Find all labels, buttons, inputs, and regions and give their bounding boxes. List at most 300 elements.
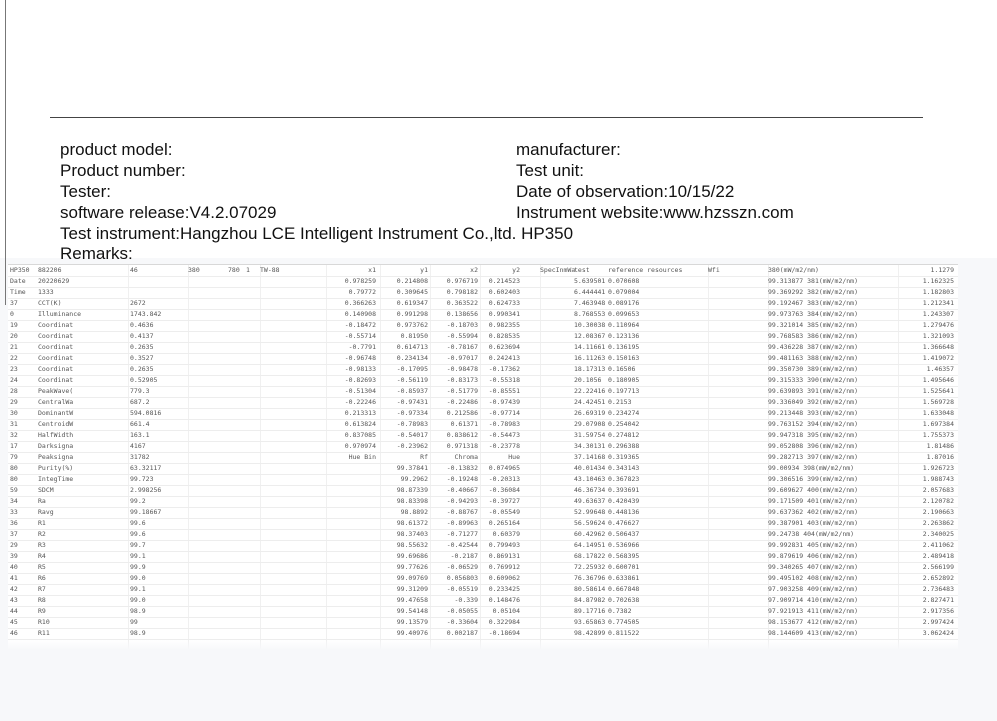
sheet-cell: 1333 bbox=[38, 288, 54, 296]
sheet-cell: R3 bbox=[38, 541, 46, 549]
sheet-cell: -0.78983 bbox=[488, 420, 520, 428]
sheet-cell: -0.55994 bbox=[446, 332, 478, 340]
sheet-cell: 0.213313 bbox=[344, 409, 376, 417]
sheet-cell: 0.319365 bbox=[608, 453, 640, 461]
sheet-cell: 0.799493 bbox=[488, 541, 520, 549]
sheet-cell: -0.06529 bbox=[446, 563, 478, 571]
sheet-cell: -0.2187 bbox=[450, 552, 478, 560]
sheet-cell: 99.7 bbox=[130, 541, 146, 549]
sheet-cell: -0.13832 bbox=[446, 464, 478, 472]
sheet-cell: 1.495646 bbox=[922, 376, 954, 384]
sheet-cell: 0.973762 bbox=[396, 321, 428, 329]
sheet-cell: -0.22486 bbox=[446, 398, 478, 406]
tester-label: Tester: bbox=[60, 182, 112, 201]
sheet-cell: 0.61371 bbox=[450, 420, 478, 428]
sheet-cell: 99.2 bbox=[130, 497, 146, 505]
sheet-cell: 1.46357 bbox=[926, 365, 954, 373]
sheet-cell: R4 bbox=[38, 552, 46, 560]
sheet-cell: 99.723 bbox=[130, 475, 154, 483]
sheet-cell: 99.313877 381(mW/m2/nm) bbox=[768, 277, 859, 285]
sheet-cell: 0.3527 bbox=[130, 354, 154, 362]
sheet-cell: 17 bbox=[10, 442, 18, 450]
sheet-cell: Time bbox=[10, 288, 26, 296]
instrument-website-label: Instrument website:www.hzsszn.com bbox=[516, 203, 794, 222]
sheet-cell: -0.85551 bbox=[488, 387, 520, 395]
sheet-cell: 0.002187 bbox=[446, 629, 478, 637]
remarks-container bbox=[60, 244, 260, 263]
sheet-cell: 99.436228 387(mW/m2/nm) bbox=[768, 343, 859, 351]
sheet-cell: -0.97439 bbox=[488, 398, 520, 406]
sheet-cell: 56.59624 bbox=[574, 519, 606, 527]
sheet-cell: -0.78983 bbox=[396, 420, 428, 428]
remarks-label: Remarks: bbox=[60, 244, 133, 263]
sheet-cell: 19 bbox=[10, 321, 18, 329]
software-release-label: software release:V4.2.07029 bbox=[60, 203, 277, 222]
sheet-cell: 0.506437 bbox=[608, 530, 640, 538]
sheet-cell: 8.768553 bbox=[574, 310, 606, 318]
sheet-cell: 1.569728 bbox=[922, 398, 954, 406]
sheet-cell: 99.0 bbox=[130, 574, 146, 582]
sheet-cell: Peaksigna bbox=[38, 453, 74, 461]
sheet-cell: -0.89963 bbox=[446, 519, 478, 527]
sheet-cell: -0.18703 bbox=[446, 321, 478, 329]
sheet-cell: 29 bbox=[10, 398, 18, 406]
sheet-cell: -0.51304 bbox=[344, 387, 376, 395]
sheet-cell: 0.16506 bbox=[608, 365, 636, 373]
sheet-cell: -0.42544 bbox=[446, 541, 478, 549]
sheet-cell: 1.321093 bbox=[922, 332, 954, 340]
sheet-cell: SDCM bbox=[38, 486, 54, 494]
sheet-cell: 99.0 bbox=[130, 596, 146, 604]
sheet-cell: 99.315333 390(mW/m2/nm) bbox=[768, 376, 859, 384]
sheet-cell: 24.42451 bbox=[574, 398, 606, 406]
sheet-cell: 72.25932 bbox=[574, 563, 606, 571]
sheet-cell: 98.42899 bbox=[574, 629, 606, 637]
sheet-cell: 34.30131 bbox=[574, 442, 606, 450]
sheet-cell: 1.633048 bbox=[922, 409, 954, 417]
sheet-cell: -0.98478 bbox=[446, 365, 478, 373]
sheet-cell: 99.69686 bbox=[396, 552, 428, 560]
sheet-cell: 12.08367 bbox=[574, 332, 606, 340]
sheet-cell: Illuminance bbox=[38, 310, 82, 318]
sheet-cell: -0.39727 bbox=[488, 497, 520, 505]
sheet-cell: 63.32117 bbox=[130, 464, 162, 472]
sheet-cell: 99.1 bbox=[130, 585, 146, 593]
sheet-cell: -0.7791 bbox=[348, 343, 376, 351]
sheet-cell: 31.59754 bbox=[574, 431, 606, 439]
sheet-cell: -0.82693 bbox=[344, 376, 376, 384]
test-instrument-label: Test instrument:Hangzhou LCE Intelligent Instrument Co.,ltd. HP350 bbox=[60, 224, 574, 243]
sheet-cell: -0.33604 bbox=[446, 618, 478, 626]
sheet-cell: 0.976719 bbox=[446, 277, 478, 285]
sheet-cell: 99.24738 404(mW/m2/nm) bbox=[768, 530, 855, 538]
sheet-cell: -0.54473 bbox=[488, 431, 520, 439]
sheet-cell: 37 bbox=[10, 530, 18, 538]
sheet-cell: 99.213448 393(mW/m2/nm) bbox=[768, 409, 859, 417]
sheet-cell: 93.65863 bbox=[574, 618, 606, 626]
sheet-cell: 0.769912 bbox=[488, 563, 520, 571]
sheet-cell: 7.463948 bbox=[574, 299, 606, 307]
sheet-cell: 23 bbox=[10, 365, 18, 373]
sheet-cell: 2.340025 bbox=[922, 530, 954, 538]
sheet-cell: Coordinat bbox=[38, 376, 74, 384]
sheet-cell: 52.99648 bbox=[574, 508, 606, 516]
sheet-cell: 0.476627 bbox=[608, 519, 640, 527]
sheet-cell: 80 bbox=[10, 475, 18, 483]
sheet-cell: 2.736483 bbox=[922, 585, 954, 593]
sheet-cell: 0.982355 bbox=[488, 321, 520, 329]
sheet-cell: 18.17313 bbox=[574, 365, 606, 373]
sheet-cell: 6.444441 bbox=[574, 288, 606, 296]
sheet-cell: 1.182803 bbox=[922, 288, 954, 296]
sheet-cell: 43.10463 bbox=[574, 475, 606, 483]
sheet-cell: 99.321014 385(mW/m2/nm) bbox=[768, 321, 859, 329]
sheet-cell: 5.639501 bbox=[574, 277, 606, 285]
sheet-cell: CCT(K) bbox=[38, 299, 62, 307]
sheet-cell: 1743.842 bbox=[130, 310, 162, 318]
sheet-cell: 1.755373 bbox=[922, 431, 954, 439]
sheet-cell: 0.602403 bbox=[488, 288, 520, 296]
sheet-cell: 0.322984 bbox=[488, 618, 520, 626]
sheet-cell: 2.411062 bbox=[922, 541, 954, 549]
sheet-cell: 22 bbox=[10, 354, 18, 362]
sheet-cell: 594.0816 bbox=[130, 409, 162, 417]
sheet-cell: -0.40667 bbox=[446, 486, 478, 494]
sheet-cell: Chroma bbox=[454, 453, 478, 461]
sheet-cell: 37.14168 bbox=[574, 453, 606, 461]
sheet-cell: -0.05519 bbox=[446, 585, 478, 593]
sheet-cell: 0.837085 bbox=[344, 431, 376, 439]
sheet-cell: 29 bbox=[10, 541, 18, 549]
sheet-cell: -0.23778 bbox=[488, 442, 520, 450]
sheet-cell: R11 bbox=[38, 629, 50, 637]
sheet-cell: -0.339 bbox=[454, 596, 478, 604]
sheet-cell: -0.17362 bbox=[488, 365, 520, 373]
sheet-cell: 0.2153 bbox=[608, 398, 632, 406]
sheet-cell: 0.2635 bbox=[130, 343, 154, 351]
sheet-cell: 21 bbox=[10, 343, 18, 351]
sheet-cell: CentralWa bbox=[38, 398, 74, 406]
sheet-fade bbox=[8, 640, 958, 650]
sheet-cell: 14.11661 bbox=[574, 343, 606, 351]
sheet-cell: x2 bbox=[470, 266, 478, 274]
sheet-cell: 76.36796 bbox=[574, 574, 606, 582]
sheet-cell: 98.61372 bbox=[396, 519, 428, 527]
sheet-cell: 0.274812 bbox=[608, 431, 640, 439]
sheet-cell: 0.609062 bbox=[488, 574, 520, 582]
sheet-cell: 99.947318 395(mW/m2/nm) bbox=[768, 431, 859, 439]
sheet-cell: 99.54148 bbox=[396, 607, 428, 615]
sheet-cell: 779.3 bbox=[130, 387, 150, 395]
sheet-cell: 20.1056 bbox=[574, 376, 602, 384]
sheet-cell: HalfWidth bbox=[38, 431, 74, 439]
sheet-cell: 99.637362 402(mW/m2/nm) bbox=[768, 508, 859, 516]
sheet-cell: 99.77626 bbox=[396, 563, 428, 571]
sheet-cell: -0.20313 bbox=[488, 475, 520, 483]
sheet-cell: 79 bbox=[10, 453, 18, 461]
sheet-cell: 2.057683 bbox=[922, 486, 954, 494]
sheet-cell: 34 bbox=[10, 497, 18, 505]
sheet-cell: 2.489418 bbox=[922, 552, 954, 560]
sheet-cell: 2.917356 bbox=[922, 607, 954, 615]
sheet-cell: 0.212586 bbox=[446, 409, 478, 417]
sheet-cell: 99.336049 392(mW/m2/nm) bbox=[768, 398, 859, 406]
sheet-cell: 99.350730 389(mW/m2/nm) bbox=[768, 365, 859, 373]
sheet-cell: 68.17822 bbox=[574, 552, 606, 560]
sheet-cell: 0.774505 bbox=[608, 618, 640, 626]
sheet-cell: 0.233425 bbox=[488, 585, 520, 593]
sheet-cell: 1 bbox=[246, 266, 250, 274]
sheet-cell: 0.667848 bbox=[608, 585, 640, 593]
sheet-cell: 0.869131 bbox=[488, 552, 520, 560]
sheet-cell: 40 bbox=[10, 563, 18, 571]
sheet-cell: 99.09769 bbox=[396, 574, 428, 582]
sheet-cell: 0.136195 bbox=[608, 343, 640, 351]
sheet-cell: 29.07908 bbox=[574, 420, 606, 428]
sheet-cell: 0.074965 bbox=[488, 464, 520, 472]
sheet-cell: 44 bbox=[10, 607, 18, 615]
sheet-cell: 0.568395 bbox=[608, 552, 640, 560]
sheet-cell: Coordinat bbox=[38, 365, 74, 373]
sheet-cell: 0.702638 bbox=[608, 596, 640, 604]
sheet-cell: 64.14951 bbox=[574, 541, 606, 549]
sheet-cell: 99.00934 398(mW/m2/nm) bbox=[768, 464, 855, 472]
sheet-cell: 2.566199 bbox=[922, 563, 954, 571]
product-model-label: product model: bbox=[60, 140, 173, 159]
sheet-cell: 31 bbox=[10, 420, 18, 428]
sheet-cell: 1.279476 bbox=[922, 321, 954, 329]
sheet-cell: -0.85937 bbox=[396, 387, 428, 395]
sheet-cell: 2.998256 bbox=[130, 486, 162, 494]
sheet-cell: 0.971318 bbox=[446, 442, 478, 450]
sheet-cell: 0.7382 bbox=[608, 607, 632, 615]
sheet-cell: 1.419072 bbox=[922, 354, 954, 362]
sheet-cell: 98.9 bbox=[130, 629, 146, 637]
sheet-cell: 0.148476 bbox=[488, 596, 520, 604]
sheet-cell: -0.54017 bbox=[396, 431, 428, 439]
sheet-cell: 97.903258 409(mW/m2/nm) bbox=[768, 585, 859, 593]
sheet-cell: -0.55318 bbox=[488, 376, 520, 384]
sheet-cell: 0.633861 bbox=[608, 574, 640, 582]
sheet-cell: 1.243307 bbox=[922, 310, 954, 318]
sheet-cell: 36 bbox=[10, 519, 18, 527]
sheet-cell: 0.296388 bbox=[608, 442, 640, 450]
sheet-cell: R6 bbox=[38, 574, 46, 582]
sheet-cell: 99.6 bbox=[130, 530, 146, 538]
sheet-cell: 2672 bbox=[130, 299, 146, 307]
sheet-cell: 0.343143 bbox=[608, 464, 640, 472]
sheet-cell: 0.265164 bbox=[488, 519, 520, 527]
sheet-cell: 24 bbox=[10, 376, 18, 384]
sheet-cell: 0.990341 bbox=[488, 310, 520, 318]
sheet-cell: 99.2962 bbox=[400, 475, 428, 483]
sheet-cell: Ra bbox=[38, 497, 46, 505]
sheet-cell: -0.88767 bbox=[446, 508, 478, 516]
sheet-cell: 32 bbox=[10, 431, 18, 439]
sheet-cell: 39 bbox=[10, 552, 18, 560]
sheet-cell: 0.448136 bbox=[608, 508, 640, 516]
sheet-cell: PeakWave( bbox=[38, 387, 74, 395]
sheet-cell: 99.13579 bbox=[396, 618, 428, 626]
sheet-cell: 0.613824 bbox=[344, 420, 376, 428]
sheet-cell: -0.71277 bbox=[446, 530, 478, 538]
sheet-cell: -0.97714 bbox=[488, 409, 520, 417]
sheet-cell: 0.070608 bbox=[608, 277, 640, 285]
sheet-cell: 46 bbox=[10, 629, 18, 637]
sheet-cell: 380(mW/m2/nm) bbox=[768, 266, 819, 274]
sheet-cell: 1.988743 bbox=[922, 475, 954, 483]
sheet-cell: 380 bbox=[188, 266, 200, 274]
header-divider bbox=[50, 117, 923, 118]
sheet-cell: x1 bbox=[368, 266, 376, 274]
sheet-cell: 0.536966 bbox=[608, 541, 640, 549]
sheet-cell: 16.11263 bbox=[574, 354, 606, 362]
manufacturer-label: manufacturer: bbox=[516, 140, 621, 159]
sheet-cell: 1.162325 bbox=[922, 277, 954, 285]
sheet-cell: R2 bbox=[38, 530, 46, 538]
sheet-cell: 43 bbox=[10, 596, 18, 604]
sheet-cell: 0.197713 bbox=[608, 387, 640, 395]
sheet-cell: Rf bbox=[420, 453, 428, 461]
sheet-cell: 20220629 bbox=[38, 277, 70, 285]
sheet-cell: 99.18667 bbox=[130, 508, 162, 516]
sheet-cell: 0.4636 bbox=[130, 321, 154, 329]
sheet-cell: 1.697384 bbox=[922, 420, 954, 428]
sheet-cell: R7 bbox=[38, 585, 46, 593]
sheet-cell: Hue bbox=[508, 453, 520, 461]
sheet-cell: 99.763152 394(mW/m2/nm) bbox=[768, 420, 859, 428]
sheet-cell: R9 bbox=[38, 607, 46, 615]
sheet-cell: 80 bbox=[10, 464, 18, 472]
sheet-cell: 1.926723 bbox=[922, 464, 954, 472]
sheet-cell: 98.55632 bbox=[396, 541, 428, 549]
sheet-cell: -0.97431 bbox=[396, 398, 428, 406]
sheet-cell: Ravg bbox=[38, 508, 54, 516]
sheet-cell: 0.056803 bbox=[446, 574, 478, 582]
sheet-cell: 661.4 bbox=[130, 420, 150, 428]
sheet-cell: Purity(%) bbox=[38, 464, 74, 472]
sheet-cell: 163.1 bbox=[130, 431, 150, 439]
sheet-cell: -0.55714 bbox=[344, 332, 376, 340]
sheet-cell: 1.87016 bbox=[926, 453, 954, 461]
sheet-cell: HP350 bbox=[10, 266, 30, 274]
sheet-cell: 0.140908 bbox=[344, 310, 376, 318]
sheet-cell: 0.05104 bbox=[492, 607, 520, 615]
sheet-cell: 97.909714 410(mW/m2/nm) bbox=[768, 596, 859, 604]
sheet-cell: -0.23962 bbox=[396, 442, 428, 450]
sheet-cell: 89.17716 bbox=[574, 607, 606, 615]
sheet-cell: 99.192467 383(mW/m2/nm) bbox=[768, 299, 859, 307]
sheet-cell: 0.079004 bbox=[608, 288, 640, 296]
sheet-cell: R8 bbox=[38, 596, 46, 604]
sheet-cell: R1 bbox=[38, 519, 46, 527]
sheet-cell: 0.619347 bbox=[396, 299, 428, 307]
sheet-cell: -0.96748 bbox=[344, 354, 376, 362]
sheet-cell: -0.05549 bbox=[488, 508, 520, 516]
sheet-cell: -0.17095 bbox=[396, 365, 428, 373]
sheet-cell: Coordinat bbox=[38, 321, 74, 329]
sheet-cell: 1.81486 bbox=[926, 442, 954, 450]
sheet-cell: Coordinat bbox=[38, 343, 74, 351]
sheet-cell: 99.768583 386(mW/m2/nm) bbox=[768, 332, 859, 340]
sheet-cell: 10.30038 bbox=[574, 321, 606, 329]
sheet-cell: SpecInmWa bbox=[540, 266, 576, 274]
sheet-cell: 99.47658 bbox=[396, 596, 428, 604]
sheet-cell: 0.978259 bbox=[344, 277, 376, 285]
sheet-cell: 1.525641 bbox=[922, 387, 954, 395]
sheet-cell: -0.22246 bbox=[344, 398, 376, 406]
sheet-cell: 0.363522 bbox=[446, 299, 478, 307]
sheet-cell: 0.367823 bbox=[608, 475, 640, 483]
sheet-cell: 0.52905 bbox=[130, 376, 158, 384]
sheet-cell: 97.921913 411(mW/m2/nm) bbox=[768, 607, 859, 615]
sheet-cell: 0.242413 bbox=[488, 354, 520, 362]
sheet-cell: 0.811522 bbox=[608, 629, 640, 637]
sheet-cell: 2.652892 bbox=[922, 574, 954, 582]
sheet-cell: 3.062424 bbox=[922, 629, 954, 637]
sheet-cell: 46 bbox=[130, 266, 138, 274]
sheet-cell: 99.1 bbox=[130, 552, 146, 560]
product-number-label: Product number: bbox=[60, 161, 186, 180]
sheet-cell: 0.828535 bbox=[488, 332, 520, 340]
sheet-cell: Date bbox=[10, 277, 26, 285]
sheet-cell: 0 bbox=[10, 310, 14, 318]
sheet-cell: test bbox=[574, 266, 590, 274]
sheet-cell: 0.366263 bbox=[344, 299, 376, 307]
sheet-cell: 99.340265 407(mW/m2/nm) bbox=[768, 563, 859, 571]
sheet-cell: 98.87339 bbox=[396, 486, 428, 494]
sheet-cell: 99.052808 396(mW/m2/nm) bbox=[768, 442, 859, 450]
sheet-cell: 99.639893 391(mW/m2/nm) bbox=[768, 387, 859, 395]
sheet-cell: 42 bbox=[10, 585, 18, 593]
sheet-cell: 0.970974 bbox=[344, 442, 376, 450]
sheet-cell: IntegTime bbox=[38, 475, 74, 483]
sheet-cell: 99.40976 bbox=[396, 629, 428, 637]
sheet-cell: 28 bbox=[10, 387, 18, 395]
sheet-cell: 1.1279 bbox=[930, 266, 954, 274]
sheet-cell: 99.369292 382(mW/m2/nm) bbox=[768, 288, 859, 296]
sheet-cell: reference resources bbox=[608, 266, 683, 274]
sheet-cell: -0.78167 bbox=[446, 343, 478, 351]
sheet-cell: y1 bbox=[420, 266, 428, 274]
sheet-cell: 0.234274 bbox=[608, 409, 640, 417]
sheet-cell: 98.144609 413(mW/m2/nm) bbox=[768, 629, 859, 637]
sheet-cell: 20 bbox=[10, 332, 18, 340]
sheet-cell: -0.51779 bbox=[446, 387, 478, 395]
sheet-cell: -0.98133 bbox=[344, 365, 376, 373]
sheet-cell: 98.8892 bbox=[400, 508, 428, 516]
sheet-cell: 99.609627 400(mW/m2/nm) bbox=[768, 486, 859, 494]
sheet-cell: 0.81950 bbox=[400, 332, 428, 340]
sheet-cell: 0.79772 bbox=[348, 288, 376, 296]
sheet-cell: 2.997424 bbox=[922, 618, 954, 626]
sheet-cell: 31782 bbox=[130, 453, 150, 461]
sheet-cell: 2.190663 bbox=[922, 508, 954, 516]
sheet-cell: 0.309645 bbox=[396, 288, 428, 296]
date-of-observation-label: Date of observation:10/15/22 bbox=[516, 182, 735, 201]
sheet-cell: 0.089176 bbox=[608, 299, 640, 307]
sheet-cell: 0.623694 bbox=[488, 343, 520, 351]
sheet-cell: -0.94293 bbox=[446, 497, 478, 505]
sheet-cell: 98.83398 bbox=[396, 497, 428, 505]
sheet-cell: 1.212341 bbox=[922, 299, 954, 307]
sheet-cell: 0.4137 bbox=[130, 332, 154, 340]
sheet-cell: 2.263862 bbox=[922, 519, 954, 527]
sheet-cell: 0.838612 bbox=[446, 431, 478, 439]
sheet-cell: 99.495102 408(mW/m2/nm) bbox=[768, 574, 859, 582]
sheet-cell: 882206 bbox=[38, 266, 62, 274]
sheet-cell: y2 bbox=[512, 266, 520, 274]
